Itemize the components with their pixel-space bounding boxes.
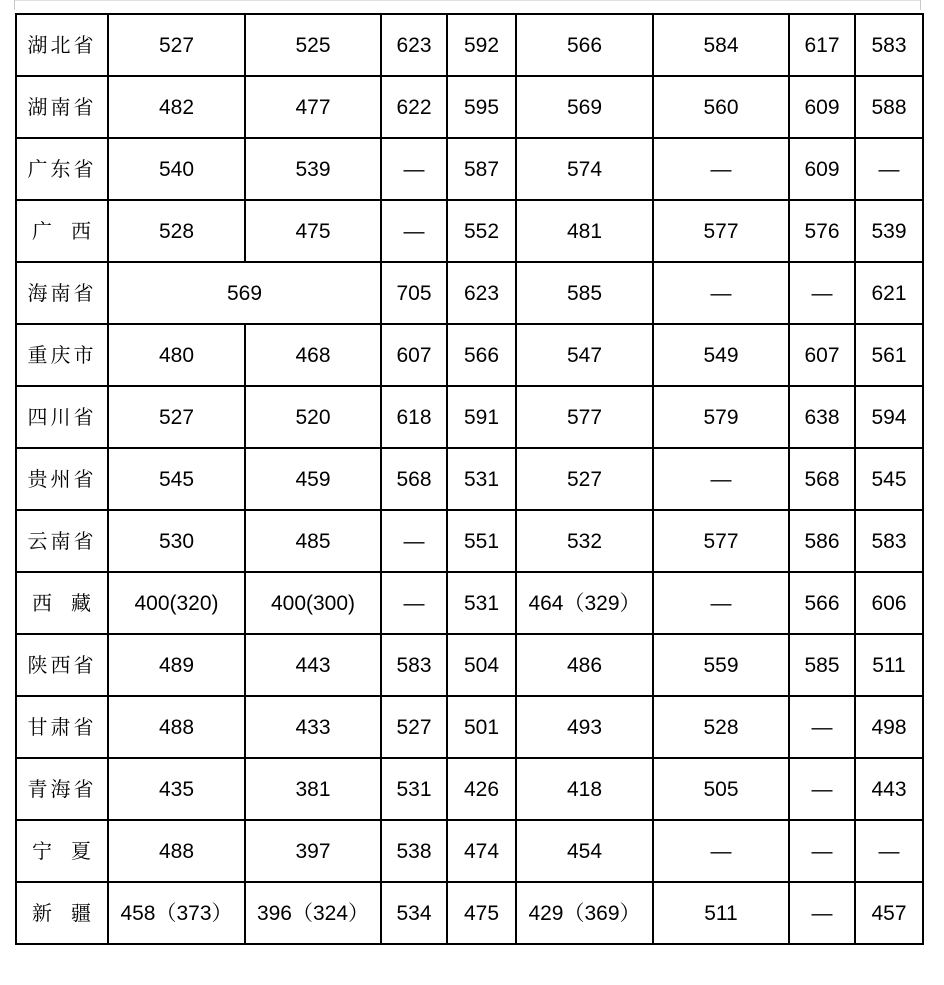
province-cell: 云南省 <box>16 510 108 572</box>
score-cell: 528 <box>108 200 245 262</box>
score-cell: — <box>855 138 923 200</box>
score-cell: 583 <box>855 510 923 572</box>
score-cell: — <box>789 696 855 758</box>
province-char: 疆 <box>71 901 94 925</box>
score-cell: 617 <box>789 14 855 76</box>
score-cell: 621 <box>855 262 923 324</box>
province-cell <box>16 572 108 634</box>
score-cell: 595 <box>447 76 516 138</box>
table-row <box>16 758 923 820</box>
score-cell: 566 <box>447 324 516 386</box>
score-cell: — <box>653 572 789 634</box>
score-cell: 475 <box>447 882 516 944</box>
score-cell: 477 <box>245 76 381 138</box>
score-cell: 396（324） <box>245 882 381 944</box>
score-cell: 549 <box>653 324 789 386</box>
score-cell: 584 <box>653 14 789 76</box>
score-table <box>15 13 924 945</box>
table-row <box>16 14 923 76</box>
score-cell: 454 <box>516 820 653 882</box>
table-row <box>16 448 923 510</box>
province-cell: 湖南省 <box>16 76 108 138</box>
table-row <box>16 634 923 696</box>
score-cell: 577 <box>653 510 789 572</box>
score-cell: 618 <box>381 386 447 448</box>
score-cell: — <box>789 758 855 820</box>
table-row <box>16 820 923 882</box>
score-cell: 560 <box>653 76 789 138</box>
score-cell: 493 <box>516 696 653 758</box>
province-cell: 陕西省 <box>16 634 108 696</box>
score-cell: — <box>789 882 855 944</box>
score-cell: 568 <box>789 448 855 510</box>
score-cell: 468 <box>245 324 381 386</box>
score-cell: 576 <box>789 200 855 262</box>
score-cell: 623 <box>447 262 516 324</box>
score-cell: 551 <box>447 510 516 572</box>
score-cell: 400(320) <box>108 572 245 634</box>
score-cell: — <box>653 138 789 200</box>
province-cell: 广东省 <box>16 138 108 200</box>
province-char: 宁 <box>32 839 55 863</box>
province-char: 广 <box>32 219 55 243</box>
score-cell: 527 <box>381 696 447 758</box>
province-cell <box>16 882 108 944</box>
score-cell: 475 <box>245 200 381 262</box>
score-cell: 527 <box>516 448 653 510</box>
score-cell: 464（329） <box>516 572 653 634</box>
score-cell: — <box>381 138 447 200</box>
score-cell: 400(300) <box>245 572 381 634</box>
score-cell: 504 <box>447 634 516 696</box>
score-cell: 579 <box>653 386 789 448</box>
score-cell: 531 <box>447 448 516 510</box>
score-cell: 583 <box>381 634 447 696</box>
score-cell: 568 <box>381 448 447 510</box>
page-margin-left <box>14 0 15 10</box>
score-cell: 539 <box>855 200 923 262</box>
score-cell: 705 <box>381 262 447 324</box>
score-cell: 426 <box>447 758 516 820</box>
score-cell: 525 <box>245 14 381 76</box>
score-cell: — <box>855 820 923 882</box>
score-cell: 443 <box>245 634 381 696</box>
score-cell: 609 <box>789 76 855 138</box>
score-cell: — <box>653 820 789 882</box>
score-cell: 585 <box>789 634 855 696</box>
score-cell: 583 <box>855 14 923 76</box>
score-cell: 474 <box>447 820 516 882</box>
score-cell: 520 <box>245 386 381 448</box>
score-cell: 607 <box>789 324 855 386</box>
score-cell: 489 <box>108 634 245 696</box>
score-cell: — <box>789 262 855 324</box>
table-row <box>16 76 923 138</box>
score-cell: 458（373） <box>108 882 245 944</box>
score-cell: 505 <box>653 758 789 820</box>
province-cell: 湖北省 <box>16 14 108 76</box>
score-cell: 488 <box>108 696 245 758</box>
score-cell: 381 <box>245 758 381 820</box>
score-cell: 486 <box>516 634 653 696</box>
province-cell <box>16 820 108 882</box>
score-cell: 592 <box>447 14 516 76</box>
province-cell: 四川省 <box>16 386 108 448</box>
province-cell <box>16 200 108 262</box>
score-cell: 586 <box>789 510 855 572</box>
table-row <box>16 138 923 200</box>
score-cell: 552 <box>447 200 516 262</box>
score-cell: 577 <box>516 386 653 448</box>
score-cell: 429（369） <box>516 882 653 944</box>
score-cell: — <box>789 820 855 882</box>
score-cell: 528 <box>653 696 789 758</box>
score-cell: — <box>381 510 447 572</box>
score-cell: 480 <box>108 324 245 386</box>
score-cell: 561 <box>855 324 923 386</box>
table-row <box>16 696 923 758</box>
table-row <box>16 386 923 448</box>
merged-score-cell: 569 <box>108 262 381 324</box>
province-cell: 青海省 <box>16 758 108 820</box>
province-cell: 海南省 <box>16 262 108 324</box>
score-cell: 534 <box>381 882 447 944</box>
score-cell: 511 <box>855 634 923 696</box>
score-cell: 539 <box>245 138 381 200</box>
score-cell: 527 <box>108 14 245 76</box>
score-cell: 498 <box>855 696 923 758</box>
score-cell: 638 <box>789 386 855 448</box>
score-cell: 588 <box>855 76 923 138</box>
province-char: 藏 <box>71 591 94 615</box>
score-cell: 538 <box>381 820 447 882</box>
score-cell: 531 <box>447 572 516 634</box>
score-cell: 532 <box>516 510 653 572</box>
score-cell: 607 <box>381 324 447 386</box>
score-cell: 481 <box>516 200 653 262</box>
score-cell: 511 <box>653 882 789 944</box>
score-cell: 577 <box>653 200 789 262</box>
score-cell: 594 <box>855 386 923 448</box>
score-cell: 397 <box>245 820 381 882</box>
score-cell: 435 <box>108 758 245 820</box>
score-cell: 545 <box>855 448 923 510</box>
province-char: 新 <box>32 901 55 925</box>
table-row <box>16 262 923 324</box>
score-cell: 545 <box>108 448 245 510</box>
table-row <box>16 324 923 386</box>
province-char: 夏 <box>71 839 94 863</box>
score-cell: — <box>653 448 789 510</box>
page-margin-right <box>920 0 921 10</box>
province-cell: 重庆市 <box>16 324 108 386</box>
score-cell: 433 <box>245 696 381 758</box>
score-cell: 527 <box>108 386 245 448</box>
score-cell: 482 <box>108 76 245 138</box>
table-row <box>16 200 923 262</box>
score-cell: 585 <box>516 262 653 324</box>
score-cell: 485 <box>245 510 381 572</box>
page-top-border <box>14 0 921 1</box>
province-char: 西 <box>32 591 55 615</box>
score-cell: 623 <box>381 14 447 76</box>
score-cell: 418 <box>516 758 653 820</box>
province-cell: 甘肃省 <box>16 696 108 758</box>
score-cell: — <box>381 572 447 634</box>
score-cell: 459 <box>245 448 381 510</box>
score-cell: 606 <box>855 572 923 634</box>
table-row <box>16 882 923 944</box>
score-cell: 587 <box>447 138 516 200</box>
score-cell: — <box>381 200 447 262</box>
score-cell: 501 <box>447 696 516 758</box>
score-cell: 547 <box>516 324 653 386</box>
province-char: 西 <box>71 219 94 243</box>
score-cell: 443 <box>855 758 923 820</box>
score-cell: — <box>653 262 789 324</box>
table-row <box>16 572 923 634</box>
score-cell: 609 <box>789 138 855 200</box>
score-cell: 591 <box>447 386 516 448</box>
score-cell: 530 <box>108 510 245 572</box>
score-cell: 559 <box>653 634 789 696</box>
score-cell: 566 <box>789 572 855 634</box>
score-cell: 457 <box>855 882 923 944</box>
table-row <box>16 510 923 572</box>
score-cell: 574 <box>516 138 653 200</box>
score-cell: 531 <box>381 758 447 820</box>
score-cell: 540 <box>108 138 245 200</box>
score-cell: 622 <box>381 76 447 138</box>
score-cell: 569 <box>516 76 653 138</box>
score-cell: 488 <box>108 820 245 882</box>
score-cell: 566 <box>516 14 653 76</box>
province-cell: 贵州省 <box>16 448 108 510</box>
